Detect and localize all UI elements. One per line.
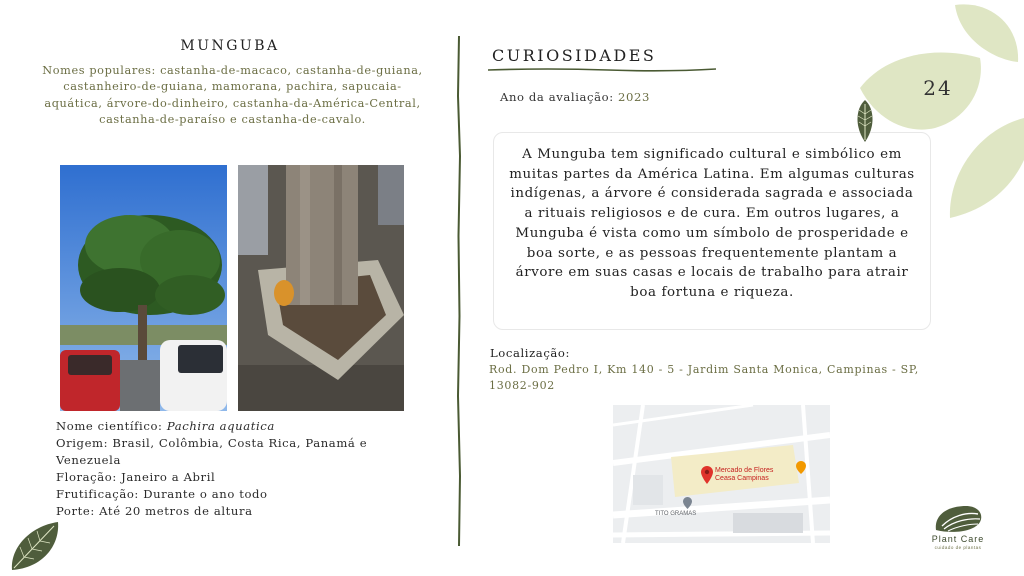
map-poi-label: TITO GRAMAS <box>655 511 697 517</box>
origin-row: Origem: Brasil, Colômbia, Costa Rica, Panamá e Venezuela <box>56 436 368 467</box>
map-place-line2: Ceasa Campinas <box>715 475 769 482</box>
species-facts <box>56 418 426 520</box>
location-address: Rod. Dom Pedro I, Km 140 - 5 - Jardim Santa Monica, Campinas - SP, 13082-902 <box>489 363 919 392</box>
trunk-photo <box>238 165 404 411</box>
brand-name: Plant Care <box>931 534 985 544</box>
curiosities-text: A Munguba tem significado cultural e simbólico em muitas partes da América Latina. Em algumas culturas indígenas, a árvore é considerada sagrada e associada a rituais religiosos e de cura. Em outros lugares, a Munguba é vista como um símbolo de prosperidade e boa sorte, e as pessoas frequentemente plantam a árvore em suas casas e locais de trabalho para atrair boa fortuna e riqueza. <box>509 147 915 300</box>
scientific-label: Nome científico: <box>56 419 167 433</box>
map-pin-icon[interactable] <box>701 466 713 484</box>
curiosities-heading: CURIOSIDADES <box>492 46 657 65</box>
species-title: MUNGUBA <box>180 38 280 54</box>
evaluation-year <box>500 90 650 104</box>
page-number: 24 <box>923 76 953 100</box>
shop-poi-icon[interactable] <box>683 497 692 509</box>
scientific-name: Pachira aquatica <box>166 419 275 433</box>
heading-underline <box>488 66 716 74</box>
size-row: Porte: Até 20 metros de altura <box>56 504 253 518</box>
map-place-label <box>715 467 773 483</box>
map-place-line1: Mercado de Flores <box>715 467 774 474</box>
fruiting-row: Frutificação: Durante o ano todo <box>56 487 268 501</box>
eval-year-value: 2023 <box>618 90 650 104</box>
brand-tagline: cuidado de plantas <box>934 545 982 550</box>
column-divider <box>452 36 466 546</box>
location-label: Localização: <box>490 346 571 360</box>
food-poi-icon[interactable] <box>796 461 806 474</box>
popular-names: Nomes populares: castanha-de-macaco, castanha-de-guiana, castanheiro-de-guiana, mamorana, pachira, sapucaia-aquática, árvore-do-dinheiro, castanha-da-América-Central, castanha-de-paraíso e castanha-de-cavalo. <box>42 64 423 126</box>
tree-photo <box>60 165 227 411</box>
location-map[interactable] <box>613 405 830 543</box>
eval-label: Ano da avaliação: <box>500 90 619 104</box>
flowering-row: Floração: Janeiro a Abril <box>56 470 216 484</box>
small-leaf-icon <box>854 100 876 142</box>
corner-leaf-icon <box>10 520 60 572</box>
decorative-leaves-icon <box>860 0 1024 230</box>
plant-care-logo-icon <box>918 502 998 534</box>
scientific-name-row <box>56 418 426 435</box>
